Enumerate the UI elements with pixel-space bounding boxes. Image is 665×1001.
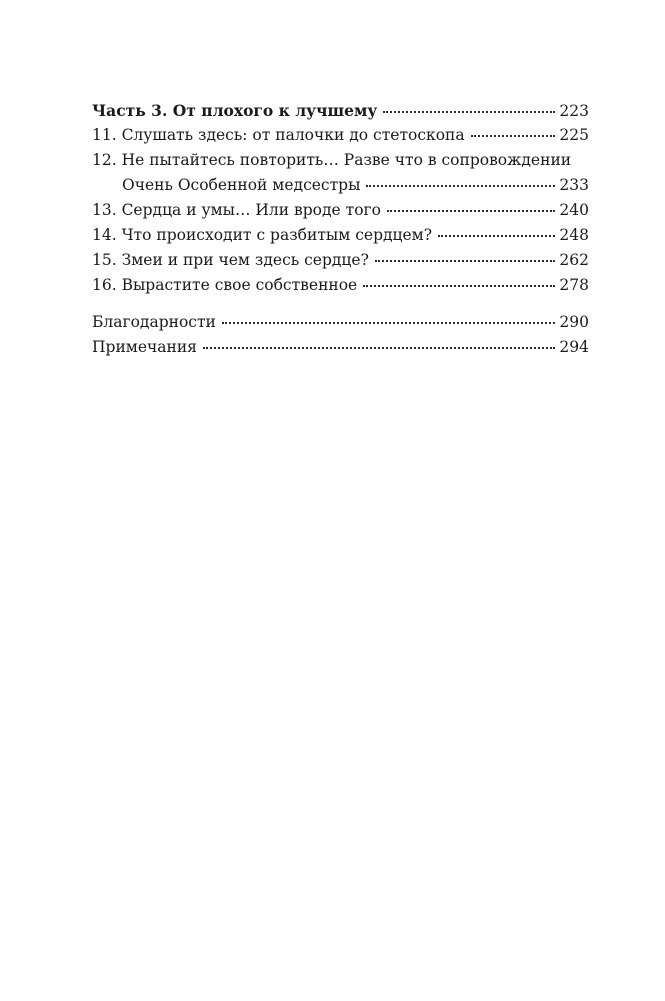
toc-entry-notes[interactable] — [92, 335, 589, 360]
toc-entry-title: Очень Особенной медсестры — [122, 176, 361, 194]
toc-entry-title: Благодарности — [92, 313, 216, 331]
toc-entry-chapter-13[interactable] — [92, 198, 589, 223]
toc-entry-acknowledgements[interactable] — [92, 310, 589, 335]
toc-entry-chapter-11[interactable] — [92, 123, 589, 148]
toc-entry-chapter-12-line-2[interactable] — [92, 173, 589, 198]
toc-entry-title: 13. Сердца и умы… Или вроде того — [92, 201, 382, 219]
toc-entry-chapter-15[interactable] — [92, 248, 589, 273]
section-gap — [92, 298, 589, 310]
toc-entry-chapter-16[interactable] — [92, 273, 589, 298]
toc-entry-page: 225 — [559, 126, 589, 144]
dot-leader — [375, 260, 556, 262]
toc-entry-chapter-12-line-1[interactable] — [92, 148, 589, 173]
toc-entry-part-3[interactable] — [92, 98, 589, 123]
dot-leader — [438, 235, 555, 237]
toc-entry-title: 14. Что происходит с разбитым сердцем? — [92, 226, 433, 244]
toc-entry-title: Примечания — [92, 338, 197, 356]
toc-entry-page: 223 — [559, 102, 589, 120]
toc-entry-title: Часть 3. От плохого к лучшему — [92, 101, 378, 120]
toc-entry-page: 240 — [559, 201, 589, 219]
toc-entry-title: 15. Змеи и при чем здесь сердце? — [92, 251, 369, 269]
toc-entry-title: 11. Слушать здесь: от палочки до стетоскопа — [92, 126, 465, 144]
toc-entry-page: 278 — [559, 276, 589, 294]
toc-entry-page: 290 — [559, 313, 589, 331]
toc-entry-title: 16. Вырастите свое собственное — [92, 276, 358, 294]
toc-entry-title: 12. Не пытайтесь повторить… Разве что в сопровождении — [92, 151, 572, 169]
toc-entry-chapter-14[interactable] — [92, 223, 589, 248]
dot-leader — [366, 185, 555, 187]
toc-entry-page: 294 — [559, 338, 589, 356]
toc-entry-page: 233 — [559, 176, 589, 194]
dot-leader — [471, 135, 556, 137]
dot-leader — [363, 285, 555, 287]
dot-leader — [383, 111, 555, 113]
table-of-contents — [92, 98, 589, 360]
dot-leader — [222, 322, 556, 324]
dot-leader — [387, 210, 555, 212]
dot-leader — [203, 347, 555, 349]
toc-entry-page: 248 — [559, 226, 589, 244]
toc-entry-page: 262 — [559, 251, 589, 269]
